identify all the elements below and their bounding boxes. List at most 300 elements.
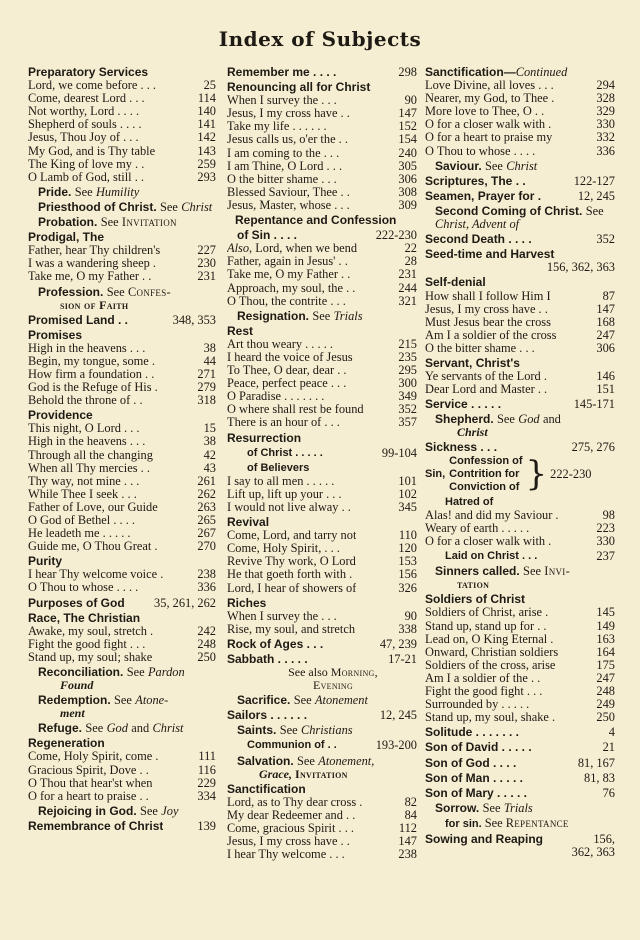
hymn-number: 249 [596,697,615,712]
hymn-number: 336 [596,143,615,158]
hymn-number: 261 [197,473,216,488]
entry-title-rest: , Lord, when we bend [249,242,358,256]
index-entry [227,568,417,581]
entry-title: O Thou that hear'st when [28,776,153,790]
subject-cross-reference [425,413,615,439]
hymn-number: 247 [596,327,615,342]
index-entry [425,620,615,633]
entry-title: I hear Thy welcome voice . [28,568,164,582]
hymn-number: 237 [596,549,615,564]
hymn-number: 244 [398,280,417,295]
heading-title: Communion of . . [247,739,337,752]
entry-title: How firm a foundation . . [28,367,155,381]
entry-title: Lord, we come before . . . [28,79,156,93]
subject-cross-reference [227,310,417,323]
entry-title: Gracious Spirit, Dove . . [28,763,149,777]
entry-title: Lift up, lift up your . . . [227,487,342,501]
entry-title: Take my life . . . . . . [227,120,327,134]
entry-title: I heard the voice of Jesus [227,350,353,364]
brace-item: Confession of [449,454,523,467]
entry-title: He that goeth forth with . [227,568,353,582]
index-entry [28,514,216,527]
entry-title: O for a heart to praise . . [28,789,149,803]
subject-heading-with-numbers [227,229,417,242]
index-entry [425,606,615,619]
entry-title: Weary of earth . . . . . [425,522,530,535]
hymn-number: 298 [398,65,417,79]
see-label: See [585,203,604,218]
entry-title: Jesus, I my cross have . . [227,107,350,121]
entry-title: Not worthy, Lord . . . . [28,105,140,119]
hymn-number: 12, 245 [577,188,615,203]
entry-title: Peace, perfect peace . . . [227,377,347,391]
hymn-number: 17-21 [388,652,417,667]
heading-title: Seamen, Prayer for . [425,189,542,203]
subject-heading: Sanctification [227,781,306,796]
index-entry [425,303,615,316]
heading-title: Reconciliation. [38,665,124,680]
subject-heading-with-numbers [28,820,216,833]
index-entry [28,368,216,381]
see-reference: Invi- [544,564,571,579]
subject-heading-with-numbers [425,757,615,770]
index-entry [227,186,417,199]
entry-title: Take me, O my Father . . [227,268,351,282]
index-entry [227,623,417,636]
entry-title: While Thee I seek . . . [28,487,137,501]
hymn-number: 141 [197,117,216,132]
entry-title: Rise, my soul, and stretch [227,622,356,636]
subject-subheading: of Believers [247,461,310,474]
subject-heading: Soldiers of Christ [425,592,526,607]
hymn-number: 223 [596,521,615,535]
subject-cross-reference [425,205,615,231]
hymn-number: 328 [596,91,615,106]
index-entry-numbers [425,261,615,274]
subject-cross-reference [28,666,216,692]
entry-title: Guide me, O Thou Great . [28,540,158,554]
entry-title: Stand up, stand up for . . [425,619,547,633]
see-reference: Grace, [259,766,292,781]
hymn-number: 43 [203,460,216,475]
hymn-number: 305 [398,158,417,173]
hymn-number: 247 [596,670,615,685]
see-label: See [74,184,93,199]
brace-glyph: } [525,454,548,495]
index-entry [28,568,216,581]
hymn-number: 293 [197,169,216,184]
index-entry [28,435,216,448]
hymn-number: 90 [404,608,417,623]
subject-subheading: Hatred of [445,495,494,508]
hymn-number: 35, 261, 262 [154,595,216,610]
hymn-number: 12, 245 [379,708,417,723]
hymn-number: 147 [596,301,615,316]
index-entry [227,282,417,295]
see-reference: and [542,412,561,427]
index-entry [425,535,615,548]
entry-title: High in the heavens . . . [28,435,146,449]
entry-title: Alas! and did my Saviour . [425,508,559,522]
hymn-number: 15 [203,421,216,436]
index-entry [425,383,615,396]
index-entry [227,242,417,255]
index-entry [227,610,417,623]
see-label: See [100,215,119,230]
hymn-number: 38 [203,434,216,449]
hymn-number: 168 [596,314,615,329]
index-entry [28,501,216,514]
entry-title: Surrounded by . . . . . [425,698,530,712]
hymn-number: 4 [608,725,615,740]
hymn-number: 22 [404,241,417,256]
entry-title: Ye servants of the Lord . [425,370,547,384]
index-entry [28,449,216,462]
subject-heading-with-numbers [425,726,615,739]
index-entry [227,796,417,809]
subject-heading: Prodigal, The [28,230,105,245]
entry-title: O Lamb of God, still . . [28,170,144,184]
index-entry [28,244,216,257]
index-entry [425,711,615,724]
see-reference: tation [457,577,490,592]
subject-heading: Preparatory Services [28,65,149,79]
hymn-number: 275, 276 [571,440,615,455]
subject-heading-with-numbers [227,739,417,752]
subject-heading: Purity [28,554,63,569]
entry-title: Father, hear Thy children's [28,244,161,258]
entry-title: Love Divine, all loves . . . [425,79,554,93]
hymn-number: 248 [197,636,216,651]
index-entry [227,133,417,146]
index-entry [28,540,216,553]
subject-cross-reference [425,802,615,815]
index-entry [28,79,216,92]
entry-title: Stand up, my soul, shake . [425,711,556,725]
subject-cross-reference [227,694,417,707]
see-reference: Christ [152,721,184,736]
heading-title: Son of God . . . . [425,756,517,770]
entry-title: When all Thy mercies . . [28,461,150,475]
heading-title: Rejoicing in God. [38,803,137,818]
index-column-1 [28,64,216,833]
entry-title: Soldiers of Christ, arise . [425,606,549,620]
hymn-number: 193-200 [375,738,417,753]
heading-title: Purposes of God [28,596,125,610]
index-entry [227,147,417,160]
index-entry [227,364,417,377]
see-reference: Morning, [330,665,378,680]
hymn-number: 329 [596,104,615,119]
index-entry [28,581,216,594]
hymn-number: 222-230 [550,466,592,481]
see-reference-continued [38,679,216,692]
index-entry [28,764,216,777]
heading-title: Sorrow. [435,800,480,815]
heading-title: Son of Man . . . . . [425,771,523,785]
entry-title: My God, and is Thy table [28,144,156,158]
hymn-number: 321 [398,293,417,308]
hymn-number: 76 [602,785,615,800]
subject-cross-reference [227,724,417,737]
see-label: See [484,815,503,830]
heading-title: Sacrifice. [237,693,291,708]
entry-title: Fight the good fight . . . [28,637,146,651]
entry-title: O Paradise . . . . . . . [227,390,325,404]
subject-cross-reference [28,186,216,199]
index-entry [28,105,216,118]
see-reference: sion of Faith [60,297,129,312]
entry-title: The King of love my . . [28,157,145,171]
entry-title: Nearer, my God, to Thee . [425,92,555,106]
heading-title: of Sin . . . . [237,229,297,243]
hymn-number: 348, 353 [172,312,216,327]
hymn-number: 90 [404,93,417,108]
index-entry [227,94,417,107]
see-reference: Evening [312,678,354,693]
heading-title: Pride. [38,184,72,199]
entry-title: I am coming to the . . . [227,146,340,160]
index-column-3 [425,64,615,859]
subject-cross-reference [28,201,216,214]
hymn-number: 250 [596,710,615,725]
hymn-number: 352 [398,402,417,417]
entry-title: Jesus, Master, whose . . . [227,198,350,212]
hymn-number: 349 [398,389,417,404]
hymn-number: 248 [596,684,615,699]
entry-title: O the bitter shame . . . [425,341,535,355]
entry-title: Art thou weary . . . . . [227,337,333,351]
heading-title: Resignation. [237,308,310,323]
subject-cross-reference [28,286,216,312]
subject-cross-reference [28,216,216,229]
entry-title: Jesus, I my cross have . . [425,302,548,316]
hymn-number: 229 [197,775,216,790]
subject-heading-with-numbers [425,175,615,188]
index-entry [425,118,615,131]
index-entry [28,131,216,144]
see-label: See [140,803,158,818]
hymn-number: 154 [398,132,417,147]
hymn-number: 99-104 [381,445,417,460]
entry-title: Lord, as to Thy dear cross . [227,795,363,809]
subject-heading: Regeneration [28,736,105,751]
see-label: See [297,753,315,768]
index-entry [425,522,615,535]
subject-heading-with-numbers [227,66,417,79]
entry-title: This night, O Lord . . . [28,422,140,436]
hymn-number: 295 [398,363,417,378]
entry-title: Come, gracious Spirit . . . [227,821,354,835]
index-entry [28,475,216,488]
index-entry [227,390,417,403]
see-label: See [114,693,132,708]
index-entry [28,638,216,651]
hymn-number: 330 [596,117,615,132]
heading-title: Sailors . . . . . . [227,709,308,723]
entry-title: Father of Love, our Guide [28,500,158,514]
hymn-number: 222-230 [375,228,417,243]
entry-title: O for a closer walk with . [425,118,552,132]
brace-item: Contrition for [449,467,520,480]
heading-title: Remember me . . . . [227,66,337,79]
entry-title: My dear Redeemer and . . [227,808,356,822]
hymn-number: 265 [197,513,216,527]
index-entry [227,809,417,822]
index-entry [227,501,417,514]
entry-title: High in the heavens . . . [28,341,146,355]
subject-heading: Riches [227,595,267,610]
subject-heading: Seed-time and Harvest [425,247,555,262]
index-entry [28,488,216,501]
see-reference: Invitation [121,215,177,230]
see-reference: ment [60,706,85,721]
index-column-2 [227,64,417,861]
heading-title: for sin. [445,817,482,830]
index-entry [227,555,417,568]
see-reference-continued [38,707,216,720]
index-entry [28,750,216,763]
see-reference: Joy [161,803,179,818]
see-reference: Trials [333,308,363,323]
hymn-number: 300 [398,376,417,391]
see-label: See [485,158,503,173]
index-entry [227,488,417,501]
hymn-number: 250 [197,649,216,664]
hymn-number: 47, 239 [379,636,417,651]
entry-title: Revive Thy work, O Lord [227,555,356,569]
index-entry [28,381,216,394]
hymn-number: 156 [398,567,417,582]
index-entry [425,685,615,698]
see-reference: Christ, Advent of [435,217,520,232]
index-entry [227,848,417,861]
see-label: See [126,665,145,680]
see-label: See also [288,665,328,680]
see-reference: Invitation [295,766,348,781]
index-entry [28,92,216,105]
hymn-number: 326 [398,580,417,595]
hymn-number: 238 [197,567,216,582]
entry-title: I would not live alway . . [227,501,351,514]
index-entry [28,777,216,790]
index-entry [227,107,417,120]
hymn-number: 215 [398,336,417,351]
see-label: See [85,721,104,736]
see-reference: God [518,412,540,427]
see-reference: Atonement, [318,753,375,768]
page-title: Index of Subjects [218,27,422,51]
subject-heading-with-numbers [425,233,615,246]
heading-title: Shepherd. [435,412,494,427]
index-entry [425,92,615,105]
entry-title: I was a wandering sheep . [28,257,156,271]
hymn-number: 231 [398,267,417,282]
hymn-number: 21 [602,740,615,755]
hymn-number: 345 [398,500,417,514]
subject-heading-with-numbers [425,772,615,785]
hymn-number: 140 [197,104,216,119]
subject-heading: Self-denial [425,275,486,290]
entry-title-italic: Also [227,242,250,256]
see-label: See [279,723,298,738]
entry-title: Take me, O my Father . . [28,270,152,284]
entry-title: Stand up, my soul; shake [28,650,153,664]
subject-heading-with-numbers [425,741,615,754]
hymn-number: 164 [596,644,615,659]
brace-item: Conviction of [449,480,520,493]
heading-title: Rock of Ages . . . [227,637,324,651]
entry-title: I am Thine, O Lord . . . [227,159,343,173]
index-entry [28,790,216,803]
index-entry [227,529,417,542]
hymn-number: 81, 167 [577,755,615,770]
hymn-number: 156, [593,831,615,846]
hymn-number: 147 [398,833,417,848]
subject-heading: Servant, Christ's [425,355,520,370]
heading-title: Profession. [38,284,104,299]
heading-title: Second Death . . . . [425,233,532,247]
hymn-number: 28 [404,254,417,269]
see-reference: Found [60,678,94,693]
entry-title: Must Jesus bear the cross [425,315,551,329]
entry-title: O Thou to whose . . . . [28,581,139,595]
hymn-number: 259 [197,156,216,171]
hymn-number: 120 [398,541,417,556]
entry-title: Am I a soldier of the . . [425,671,541,685]
subject-heading-with-numbers [425,190,615,203]
subject-heading: Race, The Christian [28,610,141,625]
hymn-number: 227 [197,243,216,258]
hymn-number: 271 [197,366,216,381]
hymn-number: 25 [203,78,216,93]
hymn-number: 238 [398,847,417,862]
hymn-number: 110 [398,528,417,543]
entry-title: I hear Thy welcome . . . [227,848,345,862]
subject-cross-reference [28,805,216,818]
index-entry [227,173,417,186]
index-entry [227,338,417,351]
hymn-number: 44 [203,353,216,368]
index-entry [227,416,417,429]
see-label: See [293,693,312,708]
entry-title: Blessed Saviour, Thee . . [227,185,350,199]
hymn-number: 308 [398,184,417,199]
see-reference: Atone- [135,693,169,708]
see-reference: and [131,721,150,736]
index-entry [227,542,417,555]
index-entry [227,351,417,364]
hymn-number: 147 [398,106,417,121]
heading-title: Sin, [425,467,446,480]
entry-title: Dear Lord and Master . . [425,383,548,397]
index-entry [28,462,216,475]
hymn-number: 146 [596,369,615,384]
entry-title: Lord, I hear of showers of [227,581,357,595]
subject-cross-reference [425,160,615,173]
entry-title: Come, dearest Lord . . . [28,92,145,106]
entry-title: Jesus, I my cross have . . [227,834,350,848]
heading-title: Laid on Christ . . . [445,550,538,563]
entry-title: O the bitter shame . . . [227,172,337,186]
hymn-number: 352 [596,232,615,247]
hymn-number: 235 [398,349,417,364]
index-entry [425,509,615,522]
index-entry [28,145,216,158]
see-reference-continued [435,426,615,439]
hymn-number: 149 [596,618,615,633]
see-label: See [523,564,541,579]
